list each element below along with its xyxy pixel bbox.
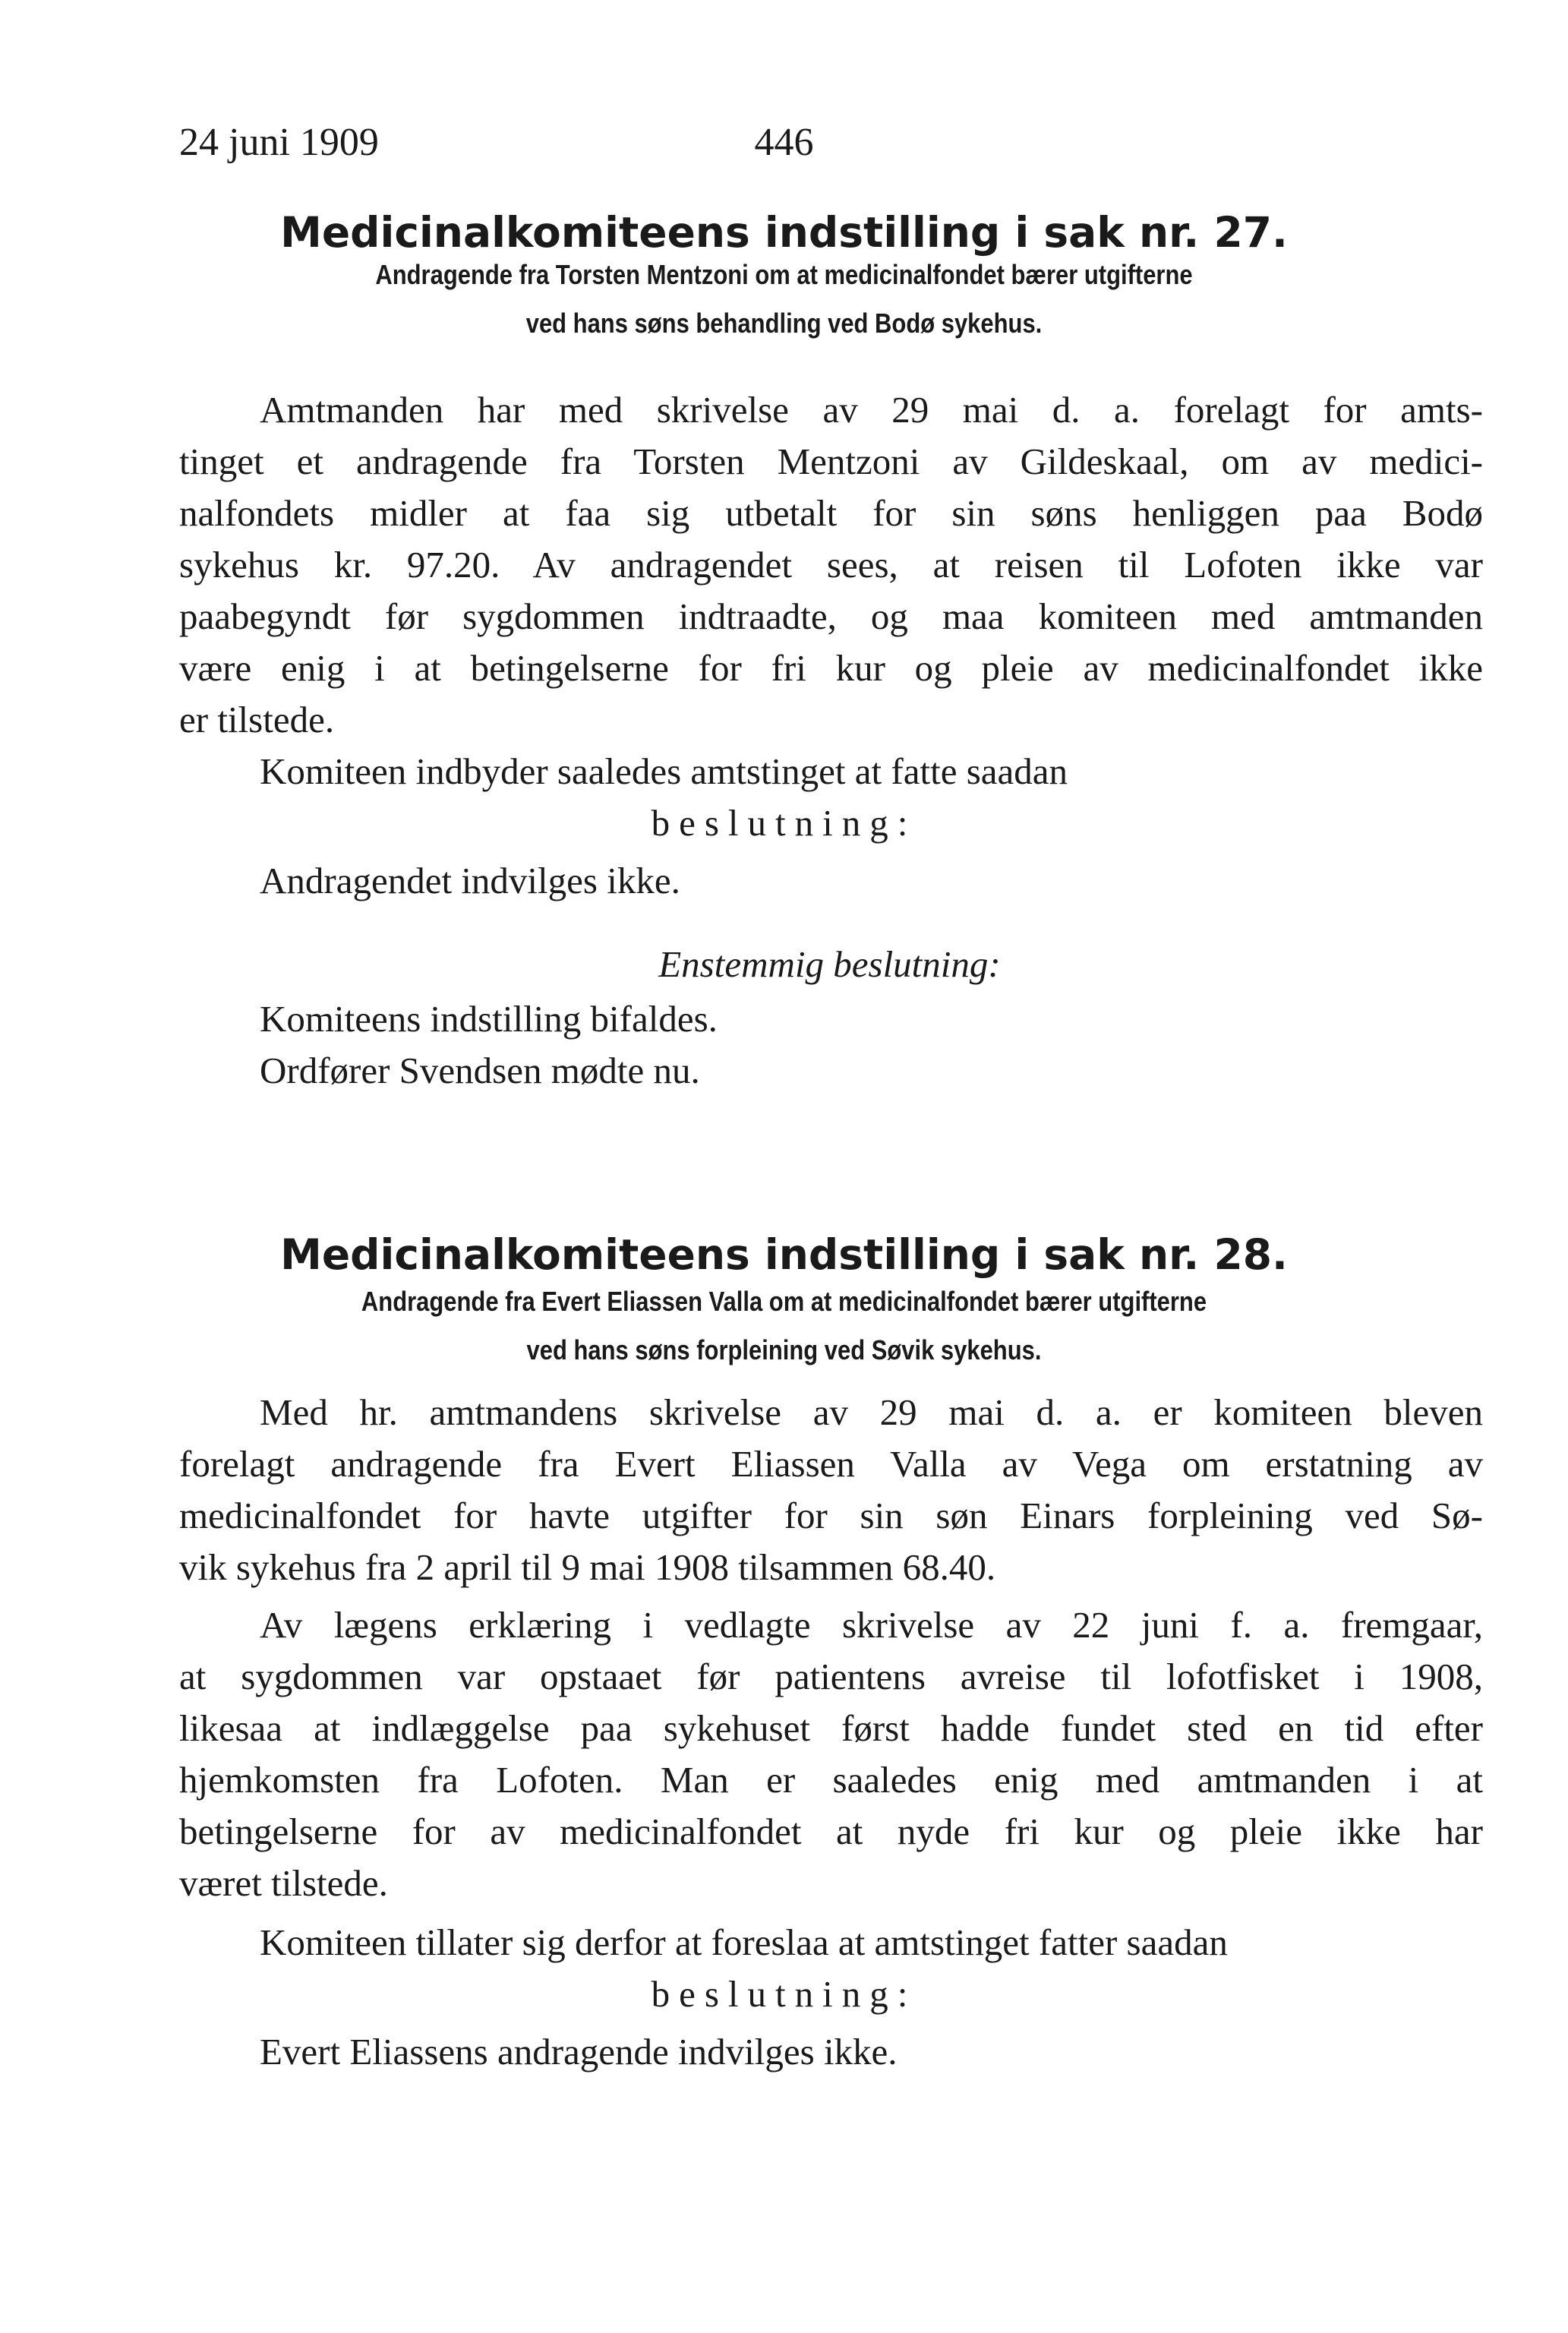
section-27-subtitle-line: ved hans søns behandling ved Bodø sykehus. xyxy=(525,308,1043,339)
section-27-subtitle-line: Andragende fra Torsten Mentzoni om at medicinalfondet bærer utgifterne xyxy=(375,259,1193,290)
section-28-paragraph-line: medicinalfondet for havte utgifter for sin søn Einars forpleining ved Sø- xyxy=(179,1495,1483,1536)
section-28-paragraph-line: Med hr. amtmandens skrivelse av 29 mai d. a. er komiteen bleven xyxy=(260,1391,1483,1433)
section-27-unanimous-label: Enstemmig beslutning: xyxy=(658,943,1001,985)
section-27-title: Medicinalkomiteens indstilling i sak nr. 27. xyxy=(280,208,1288,257)
section-28-title: Medicinalkomiteens indstilling i sak nr. 28. xyxy=(280,1230,1288,1279)
section-28-subtitle-line: ved hans søns forpleining ved Søvik sykehus. xyxy=(526,1334,1042,1365)
section-28-paragraph-line: forelagt andragende fra Evert Eliassen Valla av Vega om erstatning av xyxy=(179,1443,1483,1485)
section-28-paragraph2-line: været tilstede. xyxy=(179,1862,388,1904)
section-27-paragraph-line: nalfondets midler at faa sig utbetalt for sin søns henliggen paa Bodø xyxy=(179,492,1483,534)
section-27-paragraph-line: Amtmanden har med skrivelse av 29 mai d. a. forelagt for amts- xyxy=(260,389,1483,431)
section-27-paragraph-line: paabegyndt før sygdommen indtraadte, og maa komiteen med amtmanden xyxy=(179,595,1483,637)
section-27-paragraph-line: tinget et andragende fra Torsten Mentzoni av Gildeskaal, om av medici- xyxy=(179,440,1483,482)
section-28-paragraph-line: vik sykehus fra 2 april til 9 mai 1908 tilsammen 68.40. xyxy=(179,1546,996,1588)
section-28-paragraph2-line: betingelserne for av medicinalfondet at nyde fri kur og pleie ikke har xyxy=(179,1811,1483,1852)
section-28-beslutning-label: beslutning: xyxy=(651,1973,917,2015)
section-28-paragraph2-line: hjemkomsten fra Lofoten. Man er saaledes enig med amtmanden i at xyxy=(179,1759,1483,1801)
section-27-paragraph-line: er tilstede. xyxy=(179,699,335,740)
section-27-beslutning-label: beslutning: xyxy=(651,802,917,844)
page-number: 446 xyxy=(754,121,814,164)
section-28-paragraph2-line: likesaa at indlæggelse paa sykehuset først hadde fundet sted en tid efter xyxy=(179,1707,1483,1749)
section-28-proposal-text: Komiteen tillater sig derfor at foreslaa at amtstinget fatter saadan xyxy=(260,1921,1228,1963)
header-date: 24 juni 1909 xyxy=(179,121,379,164)
section-27-decision: Andragendet indvilges ikke. xyxy=(260,860,680,901)
section-27-result-line: Ordfører Svendsen mødte nu. xyxy=(260,1050,700,1091)
section-28-decision: Evert Eliassens andragende indvilges ikke. xyxy=(260,2031,898,2073)
section-27-paragraph-line: sykehus kr. 97.20. Av andragendet sees, at reisen til Lofoten ikke var xyxy=(179,544,1483,586)
section-27-paragraph-line: være enig i at betingelserne for fri kur og pleie av medicinalfondet ikke xyxy=(179,647,1483,689)
section-28-paragraph2-line: at sygdommen var opstaaet før patientens avreise til lofotfisket i 1908, xyxy=(179,1656,1483,1697)
section-27-proposal-text: Komiteen indbyder saaledes amtstinget at fatte saadan xyxy=(260,750,1068,792)
section-28-paragraph2-line: Av lægens erklæring i vedlagte skrivelse av 22 juni f. a. fremgaar, xyxy=(260,1604,1483,1646)
section-27-result-line: Komiteens indstilling bifaldes. xyxy=(260,998,718,1040)
section-28-subtitle-line: Andragende fra Evert Eliassen Valla om at medicinalfondet bærer utgifterne xyxy=(361,1286,1207,1317)
